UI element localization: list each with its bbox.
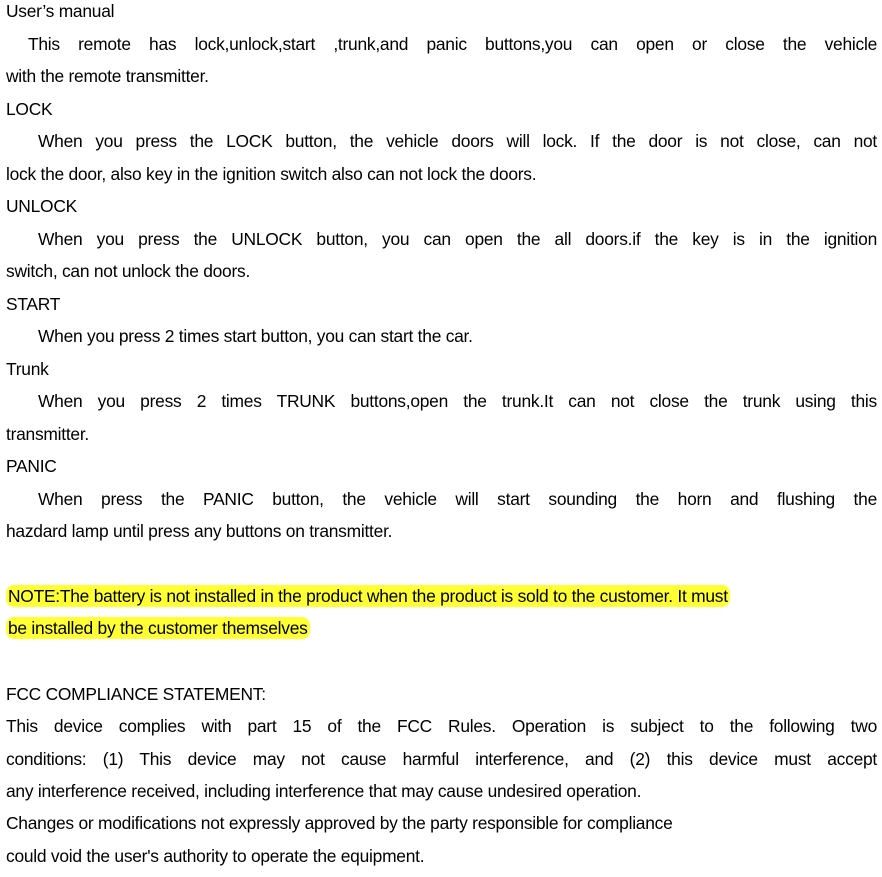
note-highlighted-text: be installed by the customer themselves <box>8 618 308 638</box>
fcc-paragraph-line: This device complies with part 15 of the FCC Rules. Operation is subject to the following two <box>6 716 877 736</box>
section-heading-lock: LOCK <box>6 99 53 119</box>
lock-paragraph-line: When you press the LOCK button, the vehicle doors will lock. If the door is not close, can not <box>38 131 877 151</box>
manual-title: User’s manual <box>6 1 115 21</box>
panic-paragraph-line: hazdard lamp until press any buttons on transmitter. <box>6 521 393 541</box>
fcc-paragraph-line: Changes or modifications not expressly approved by the party responsible for compliance <box>6 813 673 833</box>
unlock-paragraph-line: When you press the UNLOCK button, you can open the all doors.if the key is in the ignition <box>38 229 877 249</box>
note-highlight-line <box>6 585 877 617</box>
fcc-paragraph-line: any interference received, including interference that may cause undesired operation. <box>6 781 642 801</box>
trunk-paragraph-line: transmitter. <box>6 424 90 444</box>
lock-paragraph-line: lock the door, also key in the ignition switch also can not lock the doors. <box>6 164 537 184</box>
fcc-paragraph-line: conditions: (1) This device may not cause harmful interference, and (2) this device must accept <box>6 749 877 769</box>
section-heading-trunk: Trunk <box>6 359 49 379</box>
trunk-paragraph-line: When you press 2 times TRUNK buttons,open the trunk.It can not close the trunk using this <box>38 391 877 411</box>
start-paragraph-line: When you press 2 times start button, you can start the car. <box>38 326 473 346</box>
intro-paragraph-line: with the remote transmitter. <box>6 66 209 86</box>
intro-paragraph-line: This remote has lock,unlock,start ,trunk,and panic buttons,you can open or close the vehicle <box>28 34 877 54</box>
section-heading-panic: PANIC <box>6 456 57 476</box>
unlock-paragraph-line: switch, can not unlock the doors. <box>6 261 251 281</box>
panic-paragraph-line: When press the PANIC button, the vehicle will start sounding the horn and flushing the <box>38 489 877 509</box>
section-heading-start: START <box>6 294 61 314</box>
note-highlight-line <box>6 617 877 649</box>
section-heading-unlock: UNLOCK <box>6 196 77 216</box>
note-highlighted-text: NOTE:The battery is not installed in the product when the product is sold to the customer. It must <box>8 586 728 606</box>
fcc-paragraph-line: could void the user's authority to operate the equipment. <box>6 846 425 866</box>
fcc-heading: FCC COMPLIANCE STATEMENT: <box>6 684 266 704</box>
